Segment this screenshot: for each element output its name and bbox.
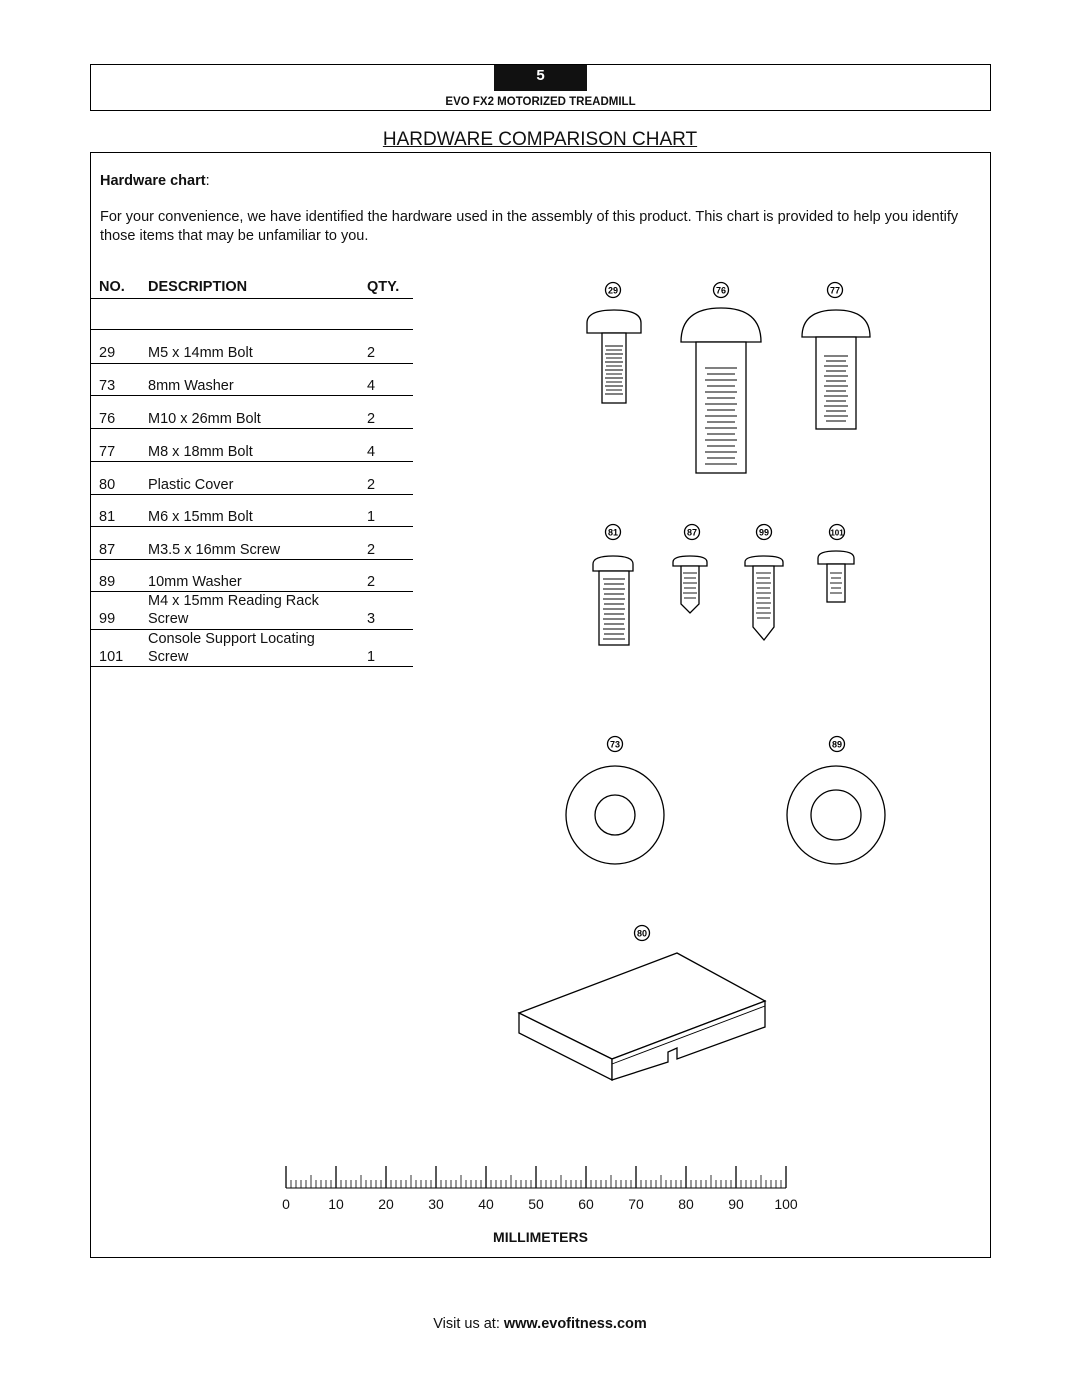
svg-text:89: 89 <box>831 739 843 750</box>
svg-text:73: 73 <box>609 739 621 750</box>
page-title: HARDWARE COMPARISON CHART <box>382 129 698 150</box>
callout-76 <box>714 283 729 298</box>
column-header-qty: QTY. <box>367 279 400 295</box>
svg-text:87: 87 <box>686 527 698 538</box>
callout-77 <box>828 283 843 298</box>
svg-text:101: 101 <box>830 528 844 538</box>
svg-text:99: 99 <box>758 527 770 538</box>
table-row: 76 M10 x 26mm Bolt 2 <box>91 396 413 429</box>
washer-89-drawing <box>787 766 885 864</box>
bolt-81-drawing <box>593 556 633 645</box>
screw-99-drawing <box>745 556 783 640</box>
callout-81 <box>606 525 621 540</box>
table-row: M4 x 15mm Reading Rack 99 Screw 3 <box>91 592 413 630</box>
table-row: 77 M8 x 18mm Bolt 4 <box>91 429 413 462</box>
callout-29 <box>606 283 621 298</box>
bolt-29-drawing <box>587 310 641 403</box>
screw-87-drawing <box>673 556 707 613</box>
svg-text:80: 80 <box>636 928 648 939</box>
website-url: www.evofitness.com <box>503 1316 647 1332</box>
scale-label: MILLIMETERS <box>493 1229 588 1245</box>
section-heading: Hardware chart: <box>100 173 210 189</box>
bolt-77-drawing <box>802 310 870 429</box>
washer-73-drawing <box>566 766 664 864</box>
screw-101-drawing <box>818 551 854 602</box>
callout-73 <box>608 737 623 752</box>
table-row: 87 M3.5 x 16mm Screw 2 <box>91 527 413 560</box>
svg-text:81: 81 <box>607 527 619 538</box>
column-header-no: NO. <box>99 279 125 295</box>
intro-paragraph: For your convenience, we have identified the hardware used in the assembly of this product. This chart is provided to help you identify those items that may be unfamiliar to you. <box>100 209 959 244</box>
millimeter-scale <box>286 1166 786 1188</box>
callout-89 <box>830 737 845 752</box>
table-row: Console Support Locating 101 Screw 1 <box>91 630 413 667</box>
callout-87 <box>685 525 700 540</box>
table-row: 89 10mm Washer 2 <box>91 560 413 592</box>
svg-text:29: 29 <box>607 285 619 296</box>
manual-title: EVO FX2 MOTORIZED TREADMILL <box>445 96 636 108</box>
hardware-chart-panel: Hardware chart: For your convenience, we have identified the hardware used in the assembly of this product. This chart is provided to help you identify those items that may be unfamiliar to you. NO. DESCRIPTION QTY. 29 M5 x 14mm Bolt 2 73 8mm Washer 4 76 M10 x 26mm Bolt 2 77 M8 x 18mm Bolt 4 80 Plastic Cover 2 81 M6 x 15mm Bolt 1 87 M3.5 x 16mm Screw 2 89 10mm Washer 2 M4 x 15mm Reading Rack 99 Screw 3 Console Support Locating 101 Screw 1 29 76 77 81 87 99 101 73 89 80 0 10 20 30 40 50 60 70 80 90 100 MILLIMETERS <box>90 152 991 1258</box>
table-row: 80 Plastic Cover 2 <box>91 462 413 495</box>
callout-80 <box>635 926 650 941</box>
callout-99 <box>757 525 772 540</box>
svg-text:76: 76 <box>715 285 727 296</box>
table-row: 29 M5 x 14mm Bolt 2 <box>91 330 413 364</box>
hardware-diagram <box>91 153 990 1257</box>
table-row: 81 M6 x 15mm Bolt 1 <box>91 495 413 527</box>
column-header-description: DESCRIPTION <box>148 279 248 295</box>
footer: Visit us at: www.evofitness.com <box>433 1316 647 1332</box>
svg-text:77: 77 <box>829 285 841 296</box>
table-row: 73 8mm Washer 4 <box>91 364 413 396</box>
page-number: 5 <box>494 65 587 91</box>
page-header <box>90 64 991 111</box>
bolt-76-drawing <box>681 308 761 473</box>
callout-101 <box>830 525 845 540</box>
plastic-cover-80-drawing <box>519 953 765 1080</box>
